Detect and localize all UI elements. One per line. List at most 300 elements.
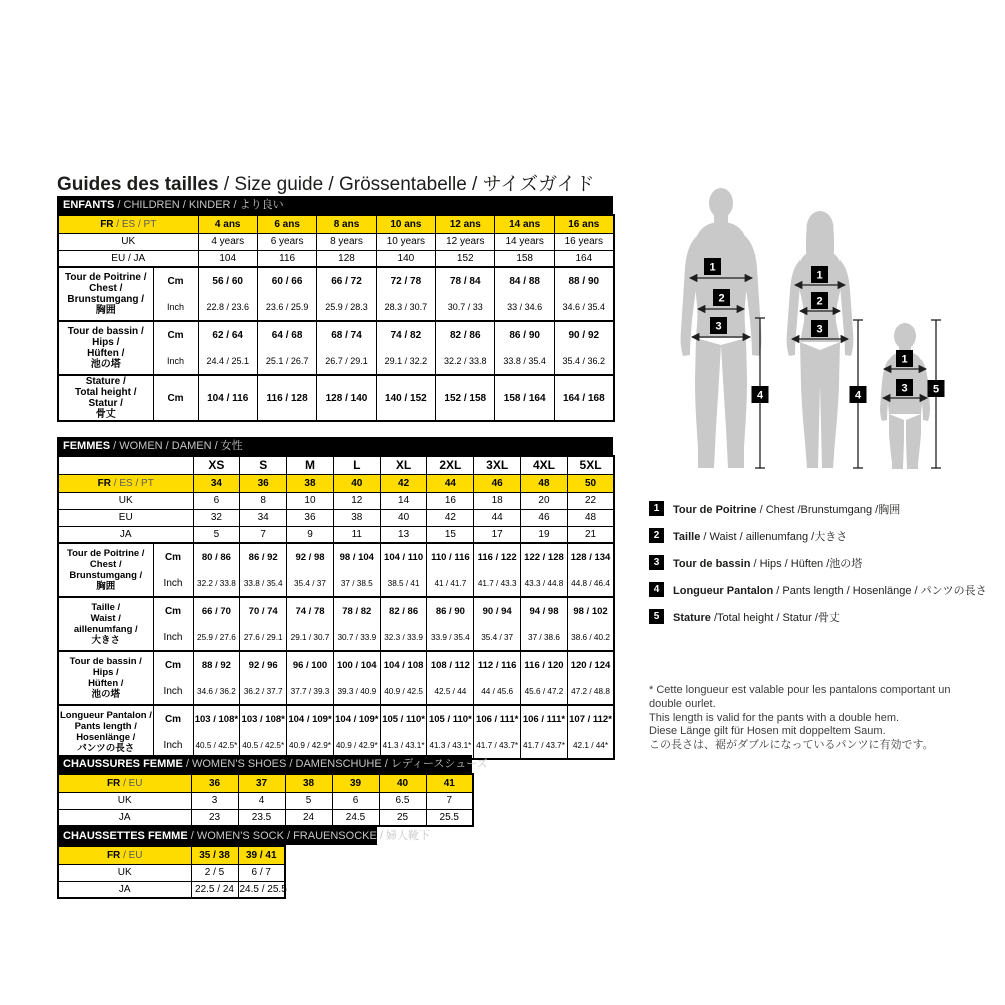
measure-label-line: Chest / <box>89 283 123 294</box>
measurement-cell: 22.8 / 23.6 <box>198 294 257 321</box>
unit-cell: Cm <box>153 651 193 678</box>
legend-number-badge: 5 <box>649 609 664 624</box>
measurement-cell: 40.5 / 42.5* <box>193 732 240 759</box>
measurement-legend <box>649 501 987 636</box>
measurement-cell: 80 / 86 <box>193 543 240 570</box>
measurement-cell: 25.9 / 27.6 <box>193 624 240 651</box>
measure-label-cell <box>58 375 153 421</box>
size-cell: 36 <box>287 509 334 526</box>
measurement-cell: 29.1 / 30.7 <box>287 624 334 651</box>
measure-label-cell <box>58 705 153 759</box>
unit-cell: Inch <box>153 570 193 597</box>
measurement-cell: 34.6 / 35.4 <box>554 294 613 321</box>
pants-length-footnote <box>649 684 1005 753</box>
size-cell: 3 <box>191 792 238 809</box>
table-row <box>58 321 614 348</box>
row-label-cell: UK <box>58 864 191 881</box>
unit-cell: Inch <box>153 294 198 321</box>
measurement-cell: 34.6 / 36.2 <box>193 678 240 705</box>
size-cell: 3XL <box>474 456 521 474</box>
child-badge-hips-number: 3 <box>901 382 908 395</box>
measurement-cell: 68 / 74 <box>317 321 376 348</box>
measurement-cell: 33.8 / 35.4 <box>495 348 554 375</box>
measurement-cell: 30.7 / 33.9 <box>333 624 380 651</box>
measurement-cell: 56 / 60 <box>198 267 257 294</box>
size-cell: 16 <box>427 492 474 509</box>
legend-item <box>649 555 987 570</box>
measure-label-line: Total height / <box>75 387 137 398</box>
size-cell: 32 <box>193 509 240 526</box>
measurement-cell: 66 / 72 <box>317 267 376 294</box>
measurement-cell: 152 / 158 <box>436 375 495 421</box>
size-cell: 10 <box>287 492 334 509</box>
size-cell: 36 <box>191 774 238 792</box>
women-shoes-table-body <box>57 773 474 827</box>
page-title-main: Guides des tailles <box>57 174 219 195</box>
unit-cell: Inch <box>153 624 193 651</box>
unit-cell: Inch <box>153 678 193 705</box>
man-badge-waist-number: 2 <box>718 292 725 305</box>
table-row <box>58 250 614 267</box>
size-cell: 5XL <box>567 456 614 474</box>
table-row <box>58 492 614 509</box>
unit-cell: Cm <box>153 705 193 732</box>
size-cell: 44 <box>474 509 521 526</box>
table-row <box>58 809 473 826</box>
measurement-cell: 106 / 111* <box>474 705 521 732</box>
size-cell: 34 <box>193 474 240 492</box>
children-size-table <box>57 196 613 422</box>
measurement-cell: 43.3 / 44.8 <box>521 570 568 597</box>
measure-label-line: aillenumfang / <box>73 624 138 635</box>
size-cell: 104 <box>198 250 257 267</box>
women-table-header-title: FEMMES <box>63 440 111 452</box>
women-shoes-table <box>57 755 488 827</box>
row-label-cell: EU / JA <box>58 250 198 267</box>
measurement-cell: 103 / 108* <box>240 705 287 732</box>
measurement-cell: 40.9 / 42.5 <box>380 678 427 705</box>
unit-cell: Cm <box>153 543 193 570</box>
measurement-cell: 47.2 / 48.8 <box>567 678 614 705</box>
unit-cell: Cm <box>153 321 198 348</box>
size-cell: 6 ans <box>257 215 316 233</box>
size-cell: 8 ans <box>317 215 376 233</box>
measurement-cell: 35.4 / 37 <box>474 624 521 651</box>
legend-number-badge: 3 <box>649 555 664 570</box>
measurement-cell: 33.8 / 35.4 <box>240 570 287 597</box>
measurement-cell: 35.4 / 37 <box>287 570 334 597</box>
size-cell: 7 <box>240 526 287 543</box>
children-table-header-subtitle: / CHILDREN / KINDER / より良い <box>114 199 284 211</box>
table-row <box>58 456 614 474</box>
table-row <box>58 846 285 864</box>
measurement-cell: 92 / 98 <box>287 543 334 570</box>
woman-badge-hips-number: 3 <box>816 323 823 336</box>
size-cell: 11 <box>333 526 380 543</box>
size-cell: 25 <box>379 809 426 826</box>
size-cell: 46 <box>521 509 568 526</box>
women-size-table <box>57 437 613 760</box>
size-cell: 15 <box>427 526 474 543</box>
measurement-cell: 105 / 110* <box>380 705 427 732</box>
measurement-cell: 116 / 120 <box>521 651 568 678</box>
women-socks-table <box>57 827 430 899</box>
size-cell: 21 <box>567 526 614 543</box>
measurement-cell: 90 / 94 <box>474 597 521 624</box>
size-cell: 24 <box>285 809 332 826</box>
legend-item-label: Tour de bassin / Hips / Hüften /池の塔 <box>673 557 863 570</box>
measurement-cell: 28.3 / 30.7 <box>376 294 435 321</box>
measurement-cell: 37 / 38.6 <box>521 624 568 651</box>
measurement-cell: 88 / 90 <box>554 267 613 294</box>
size-cell: 38 <box>287 474 334 492</box>
row-label-cell: UK <box>58 492 193 509</box>
measurement-cell: 116 / 122 <box>474 543 521 570</box>
measurement-cell: 90 / 92 <box>554 321 613 348</box>
measurement-cell: 92 / 96 <box>240 651 287 678</box>
table-row <box>58 543 614 570</box>
size-cell: 14 ans <box>495 215 554 233</box>
size-cell: 23 <box>191 809 238 826</box>
row-label-cell: JA <box>58 809 191 826</box>
size-cell: 17 <box>474 526 521 543</box>
measurement-cell: 86 / 92 <box>240 543 287 570</box>
page-title-rest: / Size guide / Grössentabelle / サイズガイド <box>218 174 595 195</box>
measurement-cell: 122 / 128 <box>521 543 568 570</box>
measure-label-line: Longueur Pantalon / <box>60 710 152 721</box>
measurement-cell: 74 / 82 <box>376 321 435 348</box>
row-label-cell: FR / EU <box>58 774 191 792</box>
page-title <box>57 169 595 196</box>
unit-cell: Cm <box>153 597 193 624</box>
measurement-cell: 100 / 104 <box>333 651 380 678</box>
footnote-line: Diese Länge gilt für Hosen mit doppeltem Saum. <box>649 725 886 738</box>
measurement-cell: 30.7 / 33 <box>436 294 495 321</box>
size-cell: 40 <box>380 509 427 526</box>
size-cell: 10 ans <box>376 215 435 233</box>
unit-cell: Cm <box>153 375 198 421</box>
row-label-cell: FR / ES / PT <box>58 474 193 492</box>
measure-label-line: Statur / <box>88 398 123 409</box>
children-table-header-title: ENFANTS <box>63 199 115 211</box>
size-cell: 10 years <box>376 233 435 250</box>
footnote-line: * Cette longueur est valable pour les pantalons comportant un <box>649 684 951 696</box>
measurement-cell: 36.2 / 37.7 <box>240 678 287 705</box>
measurement-cell: 86 / 90 <box>495 321 554 348</box>
measurement-cell: 33.9 / 35.4 <box>427 624 474 651</box>
row-label-cell: JA <box>58 881 191 898</box>
row-label-cell: UK <box>58 792 191 809</box>
women-size-table-body <box>57 455 615 760</box>
size-cell: 4 <box>238 792 285 809</box>
table-row <box>58 597 614 624</box>
legend-item-label: Taille / Waist / aillenumfang /大きさ <box>673 530 848 543</box>
women-shoes-header-subtitle: / WOMEN'S SHOES / DAMENSCHUHE / レディースシューズ <box>182 758 488 770</box>
size-cell: 24.5 / 25.5 <box>238 881 285 898</box>
measurement-cell: 88 / 92 <box>193 651 240 678</box>
measurement-cell: 33 / 34.6 <box>495 294 554 321</box>
measurement-cell: 72 / 78 <box>376 267 435 294</box>
children-size-table-body <box>57 214 615 422</box>
measurement-cell: 106 / 111* <box>521 705 568 732</box>
legend-item <box>649 582 987 597</box>
size-cell: 38 <box>333 509 380 526</box>
measurement-cell: 25.1 / 26.7 <box>257 348 316 375</box>
size-cell: 35 / 38 <box>191 846 238 864</box>
measurement-cell: 27.6 / 29.1 <box>240 624 287 651</box>
footnote-line: この長さは、裾がダブルになっているパンツに有効です。 <box>649 739 934 752</box>
woman-badge-chest-number: 1 <box>816 269 823 282</box>
measure-label-line: Hüften / <box>88 678 124 689</box>
women-shoes-table-header <box>57 755 488 773</box>
measurement-cell: 82 / 86 <box>436 321 495 348</box>
measurement-cell: 164 / 168 <box>554 375 613 421</box>
size-cell: 38 <box>285 774 332 792</box>
size-cell: 44 <box>427 474 474 492</box>
measure-label-line: Tour de Poitrine / <box>65 272 147 283</box>
footnote-line: This length is valid for the pants with a double hem. <box>649 711 900 724</box>
measurement-cell: 66 / 70 <box>193 597 240 624</box>
legend-number-badge: 1 <box>649 501 664 516</box>
measure-label-line: Taille / <box>91 602 121 613</box>
table-row <box>58 651 614 678</box>
size-cell: S <box>240 456 287 474</box>
size-cell: 2XL <box>427 456 474 474</box>
measurement-cell: 40.5 / 42.5* <box>240 732 287 759</box>
size-cell: 6 <box>193 492 240 509</box>
row-label-cell: JA <box>58 526 193 543</box>
measure-label-line: Hosenlänge / <box>76 732 136 743</box>
measurement-cell: 37.7 / 39.3 <box>287 678 334 705</box>
size-cell: 42 <box>427 509 474 526</box>
measure-label-line: Hips / <box>92 667 119 678</box>
measurement-cell: 108 / 112 <box>427 651 474 678</box>
size-cell: 36 <box>240 474 287 492</box>
legend-item <box>649 528 987 543</box>
measurement-cell: 84 / 88 <box>495 267 554 294</box>
legend-item-label: Stature /Total height / Statur /骨丈 <box>673 611 840 624</box>
table-row <box>58 864 285 881</box>
measurement-cell: 116 / 128 <box>257 375 316 421</box>
measure-label-line: Waist / <box>90 613 121 624</box>
measurement-cell: 37 / 38.5 <box>333 570 380 597</box>
table-row <box>58 215 614 233</box>
body-measurement-figures <box>640 180 1005 480</box>
measurement-cell: 32.2 / 33.8 <box>193 570 240 597</box>
measure-label-cell <box>58 597 153 651</box>
measurement-cell: 41 / 41.7 <box>427 570 474 597</box>
measurement-cell: 42.1 / 44* <box>567 732 614 759</box>
size-cell: 18 <box>474 492 521 509</box>
size-cell: 16 ans <box>554 215 613 233</box>
measure-label-line: 胸囲 <box>96 581 116 592</box>
size-cell: 23.5 <box>238 809 285 826</box>
size-cell: 12 years <box>436 233 495 250</box>
row-label-cell: EU <box>58 509 193 526</box>
measurement-cell: 39.3 / 40.9 <box>333 678 380 705</box>
measure-label-line: Tour de bassin / <box>67 326 144 337</box>
size-cell: 50 <box>567 474 614 492</box>
measure-label-line: Pants length / <box>74 721 137 732</box>
legend-number-badge: 2 <box>649 528 664 543</box>
measurement-cell: 78 / 82 <box>333 597 380 624</box>
measurement-cell: 70 / 74 <box>240 597 287 624</box>
size-cell: XL <box>380 456 427 474</box>
measurement-cell: 82 / 86 <box>380 597 427 624</box>
footnote-line: double ourlet. <box>649 697 716 710</box>
measurement-cell: 41.3 / 43.1* <box>380 732 427 759</box>
measurement-cell: 158 / 164 <box>495 375 554 421</box>
measurement-cell: 74 / 78 <box>287 597 334 624</box>
measure-label-line: 胸囲 <box>95 305 116 316</box>
size-cell: 40 <box>333 474 380 492</box>
measure-label-line: Hüften / <box>87 348 125 359</box>
row-label-cell: UK <box>58 233 198 250</box>
measurement-cell: 128 / 134 <box>567 543 614 570</box>
size-cell: 25.5 <box>426 809 473 826</box>
size-cell: 22.5 / 24 <box>191 881 238 898</box>
man-badge-pants-length-number: 4 <box>756 389 764 402</box>
measurement-cell: 78 / 84 <box>436 267 495 294</box>
measurement-cell: 107 / 112* <box>567 705 614 732</box>
measurement-cell: 104 / 110 <box>380 543 427 570</box>
table-row <box>58 774 473 792</box>
size-cell: 6 <box>332 792 379 809</box>
size-cell: 20 <box>521 492 568 509</box>
measurement-cell: 38.6 / 40.2 <box>567 624 614 651</box>
size-cell: 4 ans <box>198 215 257 233</box>
measure-label-line: Hips / <box>92 337 120 348</box>
women-table-header <box>57 437 613 455</box>
size-cell: 14 <box>380 492 427 509</box>
size-cell: 39 / 41 <box>238 846 285 864</box>
size-cell: L <box>333 456 380 474</box>
measure-label-line: 池の塔 <box>90 359 121 370</box>
measurement-cell: 45.6 / 47.2 <box>521 678 568 705</box>
measure-label-cell <box>58 543 153 597</box>
row-label-cell: FR / ES / PT <box>58 215 198 233</box>
measurement-cell: 35.4 / 36.2 <box>554 348 613 375</box>
size-cell: 41 <box>426 774 473 792</box>
size-cell: 4 years <box>198 233 257 250</box>
table-row <box>58 375 614 421</box>
size-cell: 5 <box>193 526 240 543</box>
child-badge-chest-number: 1 <box>901 353 908 366</box>
child-badge-stature-number: 5 <box>932 383 940 396</box>
size-cell: 48 <box>567 509 614 526</box>
size-cell: 12 ans <box>436 215 495 233</box>
measurement-cell: 60 / 66 <box>257 267 316 294</box>
table-row <box>58 705 614 732</box>
woman-badge-pants-length-number: 4 <box>854 389 862 402</box>
measurement-cell: 112 / 116 <box>474 651 521 678</box>
size-cell: 4XL <box>521 456 568 474</box>
measurement-cell: 104 / 116 <box>198 375 257 421</box>
size-cell: 6 years <box>257 233 316 250</box>
size-cell: 7 <box>426 792 473 809</box>
table-row <box>58 233 614 250</box>
unit-cell: Inch <box>153 348 198 375</box>
size-cell: 19 <box>521 526 568 543</box>
measurement-cell: 110 / 116 <box>427 543 474 570</box>
measurement-cell: 23.6 / 25.9 <box>257 294 316 321</box>
table-row <box>58 526 614 543</box>
size-cell: 48 <box>521 474 568 492</box>
measure-label-line: 大きさ <box>91 635 120 646</box>
size-cell: M <box>287 456 334 474</box>
women-table-header-subtitle: / WOMEN / DAMEN / 女性 <box>110 440 243 452</box>
size-cell: 14 years <box>495 233 554 250</box>
size-cell: 152 <box>436 250 495 267</box>
measure-label-line: Tour de Poitrine / <box>67 548 145 559</box>
measurement-cell: 38.5 / 41 <box>380 570 427 597</box>
measure-label-line: パンツの長さ <box>77 743 135 754</box>
measurement-cell: 41.7 / 43.7* <box>521 732 568 759</box>
measurement-cell: 105 / 110* <box>427 705 474 732</box>
size-cell: XS <box>193 456 240 474</box>
measurement-cell: 41.3 / 43.1* <box>427 732 474 759</box>
measurement-cell: 41.7 / 43.7* <box>474 732 521 759</box>
measurement-cell: 120 / 124 <box>567 651 614 678</box>
women-socks-header-subtitle: / WOMEN'S SOCK / FRAUENSOCKE / 婦人靴下 <box>187 830 430 842</box>
measure-label-line: Brunstumgang / <box>67 294 145 305</box>
unit-cell: Cm <box>153 267 198 294</box>
table-row <box>58 267 614 294</box>
table-row <box>58 474 614 492</box>
measure-label-line: Chest / <box>89 559 122 570</box>
table-row <box>58 792 473 809</box>
measurement-cell: 104 / 109* <box>333 705 380 732</box>
woman-badge-waist-number: 2 <box>816 295 823 308</box>
size-cell: 158 <box>495 250 554 267</box>
measurement-cell: 25.9 / 28.3 <box>317 294 376 321</box>
size-cell: 37 <box>238 774 285 792</box>
measure-label-line: 骨丈 <box>95 409 116 420</box>
size-cell: 164 <box>554 250 613 267</box>
measure-label-line: Tour de bassin / <box>69 656 142 667</box>
size-cell: 13 <box>380 526 427 543</box>
measurement-cell: 32.2 / 33.8 <box>436 348 495 375</box>
size-cell: 24.5 <box>332 809 379 826</box>
size-cell: 5 <box>285 792 332 809</box>
measurement-cell: 41.7 / 43.3 <box>474 570 521 597</box>
measurement-cell: 104 / 108 <box>380 651 427 678</box>
measurement-cell: 104 / 109* <box>287 705 334 732</box>
man-badge-chest-number: 1 <box>709 261 716 274</box>
measurement-cell: 96 / 100 <box>287 651 334 678</box>
women-socks-table-header <box>57 827 430 845</box>
legend-item-label: Tour de Poitrine / Chest /Brunstumgang /胸囲 <box>673 503 901 516</box>
measurement-cell: 32.3 / 33.9 <box>380 624 427 651</box>
measure-label-cell <box>58 321 153 375</box>
size-cell: 6.5 <box>379 792 426 809</box>
measurement-cell: 42.5 / 44 <box>427 678 474 705</box>
size-cell: 140 <box>376 250 435 267</box>
size-cell: 39 <box>332 774 379 792</box>
measurement-cell: 62 / 64 <box>198 321 257 348</box>
size-cell: 40 <box>379 774 426 792</box>
measurement-cell: 94 / 98 <box>521 597 568 624</box>
table-row <box>58 509 614 526</box>
measure-label-cell <box>58 651 153 705</box>
measurement-cell: 103 / 108* <box>193 705 240 732</box>
measurement-cell: 98 / 102 <box>567 597 614 624</box>
measure-label-line: Brunstumgang / <box>69 570 143 581</box>
legend-item <box>649 501 987 516</box>
size-cell: 9 <box>287 526 334 543</box>
size-cell: 12 <box>333 492 380 509</box>
measurement-cell: 44.8 / 46.4 <box>567 570 614 597</box>
